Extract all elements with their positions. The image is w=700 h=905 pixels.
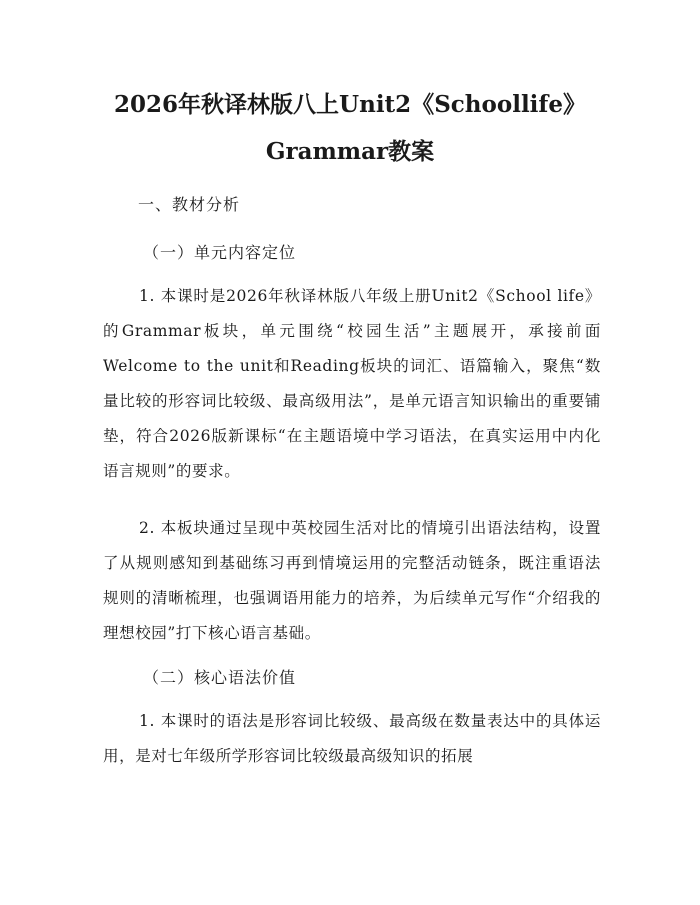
subsection-heading-unit-content: （一）单元内容定位 (143, 243, 297, 262)
paragraph-unit-content-2: 2. 本板块通过呈现中英校园生活对比的情境引出语法结构，设置了从规则感知到基础练习再到情境运用的完整活动链条，既注重语法规则的清晰梳理，也强调语用能力的培养，为后续单元写作“介绍我的理想校园”打下核心语言基础。 (103, 519, 601, 642)
document-title-line2: Grammar教案 (265, 138, 435, 165)
subsection-heading-core-grammar-value: （二）核心语法价值 (143, 668, 297, 687)
section-heading-teaching-material-analysis: 一、教材分析 (138, 195, 241, 214)
paragraph-unit-content-1: 1. 本课时是2026年秋译林版八年级上册Unit2《School life》的Grammar板块，单元围绕“校园生活”主题展开，承接前面Welcome to the unit和Reading板块的词汇、语篇输入，聚焦“数量比较的形容词比较级、最高级用法”，是单元语言知识输出的重要铺垫，符合2026版新课标“在主题语境中学习语法，在真实运用中内化语言规则”的要求。 (103, 287, 601, 480)
paragraph-core-grammar-1: 1. 本课时的语法是形容词比较级、最高级在数量表达中的具体运用，是对七年级所学形容词比较级最高级知识的拓展 (103, 712, 601, 765)
document-title-line1: 2026年秋译林版八上Unit2《Schoollife》 (114, 91, 586, 118)
